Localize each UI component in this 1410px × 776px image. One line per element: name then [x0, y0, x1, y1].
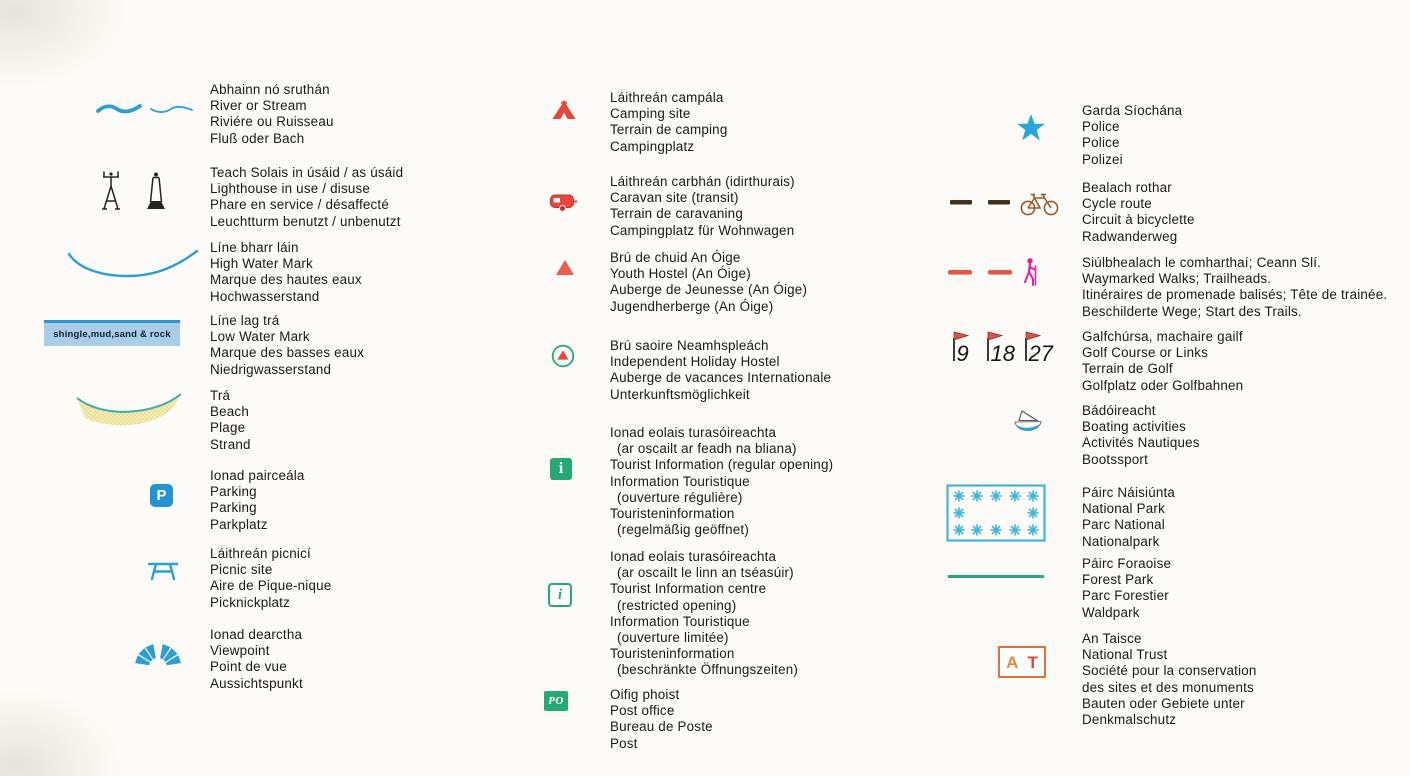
forest-park-line-icon — [948, 575, 1044, 578]
legend-label: Campingplatz — [610, 138, 695, 154]
legend-label: Tourist Information (regular opening) — [610, 457, 834, 473]
legend-label: Láithreán carbhán (idirthurais) — [610, 174, 795, 189]
route-dash — [988, 200, 1010, 205]
legend-label: Nationalpark — [1082, 533, 1160, 549]
legend-label: Garda Síochána — [1082, 103, 1183, 118]
legend-label: Láithreán picnicí — [210, 546, 311, 561]
legend-label: Point de vue — [210, 659, 287, 675]
legend-entry-lighthouse — [210, 165, 403, 230]
legend-label: Líne bharr láin — [210, 240, 299, 255]
legend-label: Ionad dearctha — [210, 627, 303, 642]
scan-smudge — [0, 690, 120, 776]
high-water-mark-icon — [66, 248, 200, 286]
legend-entry-viewpoint — [210, 627, 303, 692]
bicycle-icon — [1021, 195, 1057, 215]
legend-entry-forest-park — [1082, 556, 1171, 621]
legend-label: Camping site — [610, 106, 691, 122]
legend-label: (ouverture régulière) — [617, 489, 743, 505]
legend-label: Touristeninformation — [610, 506, 735, 522]
legend-label: National Trust — [1082, 647, 1168, 663]
legend-label: Information Touristique — [610, 613, 750, 629]
legend-label: Picnic site — [210, 562, 273, 578]
legend-label: Low Water Mark — [210, 329, 310, 345]
legend-label: Beach — [210, 404, 249, 420]
legend-label: Forest Park — [1082, 572, 1154, 588]
legend-label: Police — [1082, 119, 1120, 135]
legend-label: Parc Forestier — [1082, 588, 1169, 604]
legend-label: Beschilderte Wege; Start des Trails. — [1082, 303, 1302, 319]
legend-label: Bootssport — [1082, 451, 1149, 467]
legend-label: Líne lag trá — [210, 313, 280, 328]
legend-label: Siúlbhealach le comharthaí; Ceann Slí. — [1082, 255, 1322, 270]
legend-label: Auberge de Jeunesse (An Óige) — [610, 282, 808, 298]
legend-entry-national-park — [1082, 485, 1175, 550]
legend-label: Aussichtspunkt — [210, 675, 303, 691]
lighthouse-in-use-disuse-icon — [92, 164, 184, 220]
legend-entry-parking — [210, 468, 305, 533]
low-water-mark-icon — [44, 320, 180, 346]
parking-icon — [150, 484, 173, 507]
legend-label: Riviére ou Ruisseau — [210, 114, 334, 130]
route-dash — [948, 270, 972, 275]
parking-letter: P — [156, 487, 167, 504]
legend-entry-youth-hostel — [610, 250, 807, 315]
legend-label: Post — [610, 735, 638, 751]
an-taisce-letter-t: T — [1027, 652, 1038, 672]
legend-label: Post office — [610, 703, 675, 719]
parking-square — [150, 484, 173, 507]
walking-person-icon — [1025, 258, 1036, 285]
legend-label: des sites et des monuments — [1082, 679, 1254, 695]
legend-entry-cycle-route — [1082, 180, 1195, 245]
legend-label: Radwanderweg — [1082, 228, 1178, 244]
legend-label: Oifig phoist — [610, 687, 680, 702]
legend-label: Páirc Foraoise — [1082, 556, 1172, 571]
independent-hostel-icon — [551, 344, 575, 368]
an-taisce-icon — [998, 646, 1046, 678]
golf-hole-number: 27 — [1028, 341, 1053, 366]
legend-label: Bádóireacht — [1082, 403, 1156, 418]
legend-entry-police — [1082, 103, 1182, 168]
caravan-icon — [549, 192, 578, 213]
boating-icon — [1012, 409, 1044, 437]
legend-label: Denkmalschutz — [1082, 712, 1177, 728]
cycle-route-icon — [948, 188, 1062, 216]
legend-label: Parking — [210, 484, 257, 500]
legend-label: Lighthouse in use / disuse — [210, 181, 371, 197]
legend-label: Marque des hautes eaux — [210, 272, 362, 288]
legend-label: Teach Solais in úsáid / as úsáid — [210, 165, 404, 180]
info-letter: i — [557, 586, 563, 603]
beach-icon — [72, 392, 186, 436]
waymarked-walk-icon — [946, 256, 1048, 287]
legend-label: Terrain de Golf — [1082, 361, 1173, 377]
legend-entry-low-water — [210, 313, 364, 378]
an-taisce-letter-a: A — [1006, 652, 1019, 672]
an-taisce-box — [998, 646, 1046, 678]
legend-label: Láithreán campála — [610, 90, 724, 105]
legend-entry-high-water — [210, 240, 362, 305]
legend-label: (restricted opening) — [617, 597, 737, 613]
legend-label: Unterkunftsmöglichkeit — [610, 386, 750, 402]
legend-label: Waldpark — [1082, 604, 1140, 620]
legend-label: Galfchúrsa, machaire gailf — [1082, 329, 1243, 344]
golf-hole-number: 18 — [990, 341, 1015, 366]
legend-label: Páirc Náisiúnta — [1082, 485, 1176, 500]
legend-label: Parkplatz — [210, 516, 268, 532]
legend-entry-info-regular — [610, 425, 833, 538]
legend-entry-post-office — [610, 687, 713, 752]
legend-label: Leuchtturm benutzt / unbenutzt — [210, 213, 401, 229]
legend-label: Auberge de vacances Internationale — [610, 370, 832, 386]
legend-label: Viewpoint — [210, 643, 270, 659]
legend-label: Niedrigwasserstand — [210, 361, 332, 377]
legend-label: An Taisce — [1082, 631, 1142, 646]
legend-label: Parc National — [1082, 517, 1165, 533]
legend-label: Circuit à bicyclette — [1082, 212, 1195, 228]
legend-label: Phare en service / désaffecté — [210, 197, 389, 213]
legend-label: Tourist Information centre — [610, 581, 767, 597]
legend-label: Golf Course or Links — [1082, 345, 1209, 361]
legend-label: Waymarked Walks; Trailheads. — [1082, 271, 1272, 287]
star-icon — [1016, 113, 1046, 142]
legend-label: Picknickplatz — [210, 594, 290, 610]
legend-label: Itinéraires de promenade balisés; Tête de trainée. — [1082, 287, 1388, 303]
legend-label: Boating activities — [1082, 419, 1187, 435]
legend-label: Youth Hostel (An Óige) — [610, 266, 751, 282]
legend-label: Jugendherberge (An Óige) — [610, 298, 774, 314]
legend-label: Cycle route — [1082, 196, 1152, 212]
legend-label: Information Touristique — [610, 473, 750, 489]
legend-entry-camping — [610, 90, 727, 155]
legend-label: Aire de Pique-nique — [210, 578, 332, 594]
tourist-info-restricted-icon — [548, 583, 572, 607]
legend-label: Police — [1082, 135, 1120, 151]
golf-hole-number: 9 — [956, 341, 969, 366]
legend-label: Campingplatz für Wohnwagen — [610, 222, 795, 238]
legend-label: Caravan site (transit) — [610, 190, 739, 206]
legend-label: Trá — [210, 388, 231, 403]
tourist-info-regular-icon — [550, 458, 572, 480]
route-dash — [950, 200, 972, 205]
legend-label: Ionad eolais turasóireachta — [610, 425, 777, 440]
info-letter: i — [558, 460, 564, 477]
legend-label: Ionad pairceála — [210, 468, 305, 483]
picnic-table-icon — [146, 558, 180, 582]
legend-entry-info-restricted — [610, 549, 798, 679]
legend-label: Strand — [210, 436, 251, 452]
legend-label: Société pour la conservation — [1082, 663, 1257, 679]
golf-flags-icon — [948, 330, 1060, 366]
legend-label: (ar oscailt ar feadh na bliana) — [617, 441, 797, 457]
legend-entry-golf — [1082, 329, 1243, 394]
legend-entry-picnic — [210, 546, 331, 611]
legend-label: Bureau de Poste — [610, 719, 713, 735]
low-water-box — [44, 320, 180, 346]
legend-entry-holiday-hostel — [610, 338, 831, 403]
legend-label: (beschränkte Öffnungszeiten) — [617, 662, 799, 678]
legend-entry-boating — [1082, 403, 1200, 468]
legend-label: Activités Nautiques — [1082, 435, 1200, 451]
legend-label: Parking — [210, 500, 257, 516]
post-office-letters: PO — [548, 694, 564, 707]
national-park-icon — [946, 484, 1046, 542]
legend-label: (ouverture limitée) — [617, 630, 729, 646]
legend-label: Marque des basses eaux — [210, 345, 365, 361]
legend-entry-beach — [210, 388, 251, 453]
route-dash — [988, 270, 1012, 275]
legend-label: (ar oscailt le linn an tséasúir) — [617, 565, 794, 581]
legend-label: Touristeninformation — [610, 646, 735, 662]
forest-park-line — [948, 575, 1044, 578]
legend-entry-an-taisce — [1082, 631, 1257, 728]
legend-label: (regelmäßig geöffnet) — [617, 522, 749, 538]
info-outline-square — [548, 583, 572, 607]
info-square — [550, 458, 572, 480]
legend-entry-river — [210, 82, 334, 147]
viewpoint-rays-icon — [132, 636, 184, 670]
legend-label: Ionad eolais turasóireachta — [610, 549, 777, 564]
legend-entry-caravan — [610, 174, 795, 239]
legend-label: Polizei — [1082, 151, 1123, 167]
legend-label: Brú saoire Neamhspleách — [610, 338, 769, 353]
legend-entry-waymarked — [1082, 255, 1387, 320]
police-star-icon — [1016, 113, 1046, 142]
legend-label: Golfplatz oder Golfbahnen — [1082, 377, 1244, 393]
legend-label: Bealach rothar — [1082, 180, 1172, 195]
post-office-square — [544, 691, 568, 711]
post-office-icon — [544, 691, 568, 711]
scan-smudge — [0, 0, 130, 90]
legend-label: Plage — [210, 420, 246, 436]
river-stream-icon — [95, 96, 195, 122]
camping-tent-icon — [551, 100, 577, 121]
legend-label: Abhainn nó sruthán — [210, 82, 330, 97]
low-water-box-label: shingle,mud,sand & rock — [53, 329, 171, 340]
legend-label: Brú de chuid An Óige — [610, 250, 741, 265]
youth-hostel-triangle-icon — [555, 259, 575, 276]
legend-label: River or Stream — [210, 98, 307, 114]
legend-label: Fluß oder Bach — [210, 130, 305, 146]
legend-label: High Water Mark — [210, 256, 313, 272]
legend-label: Independent Holiday Hostel — [610, 354, 780, 370]
legend-label: Terrain de caravaning — [610, 206, 743, 222]
legend-label: Terrain de camping — [610, 122, 728, 138]
legend-label: National Park — [1082, 501, 1165, 517]
legend-label: Bauten oder Gebiete unter — [1082, 695, 1245, 711]
legend-label: Hochwasserstand — [210, 288, 320, 304]
